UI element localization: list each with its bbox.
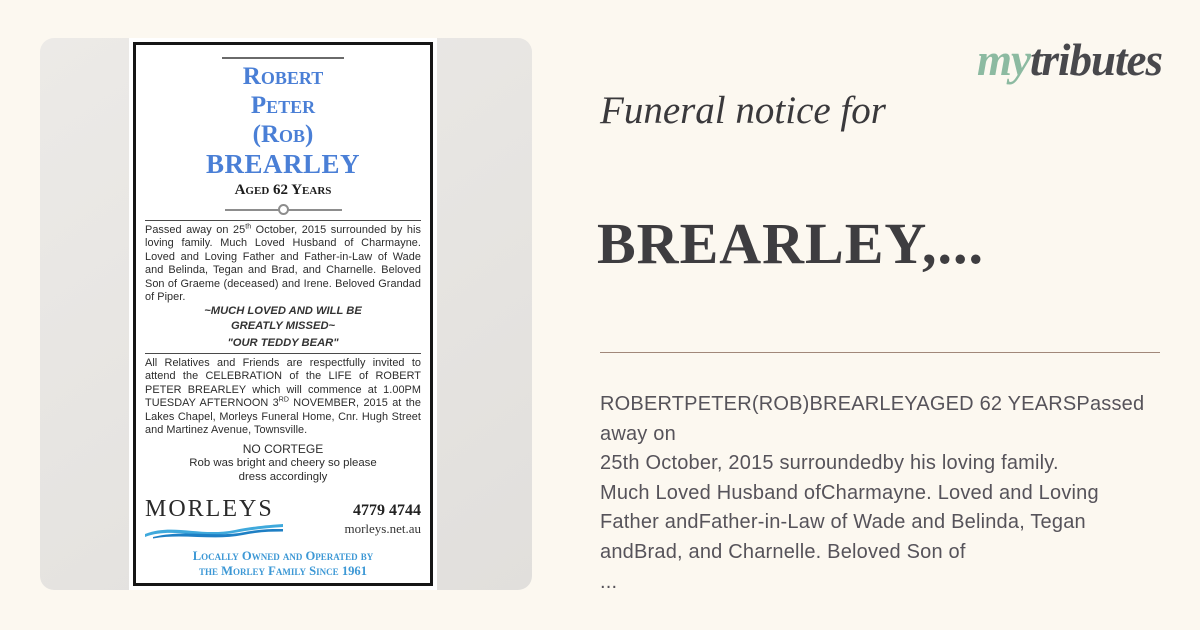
circle-divider-ornament bbox=[145, 204, 421, 215]
logo-my: my bbox=[976, 35, 1030, 85]
horizontal-divider bbox=[600, 352, 1160, 353]
deceased-name-line: Robert bbox=[242, 63, 324, 90]
page-eyebrow: Funeral notice for bbox=[600, 89, 886, 132]
website-text: morleys.net.au bbox=[344, 521, 421, 537]
ordinal-superscript: RD bbox=[278, 396, 289, 404]
deceased-name-line: Peter bbox=[250, 92, 316, 119]
cortege-note: NO CORTEGE bbox=[242, 442, 324, 457]
excerpt-line: ROBERTPETER(ROB)BREARLEYAGED 62 YEARSPassed away on bbox=[600, 393, 1145, 445]
deceased-age: Aged 62 Years bbox=[234, 182, 332, 198]
notice-clipping-image bbox=[129, 38, 437, 590]
page-title: BREARLEY,... bbox=[597, 211, 984, 276]
phone-number: 4779 4744 bbox=[353, 502, 421, 520]
excerpt-line: Father andFather-in-Law of Wade and Belinda, Tegan bbox=[600, 511, 1086, 534]
excerpt-ellipsis: ... bbox=[600, 570, 618, 593]
excerpt-line: andBrad, and Charnelle. Beloved Son of bbox=[600, 540, 966, 563]
service-paragraph bbox=[145, 357, 421, 437]
excerpt-line: 25th October, 2015 surroundedby his loving family. bbox=[600, 452, 1059, 475]
tribute-line: GREATLY MISSED~ bbox=[230, 319, 336, 332]
ornament-line bbox=[225, 209, 279, 211]
funeral-home-tagline bbox=[145, 549, 421, 578]
funeral-home-logo bbox=[145, 498, 283, 544]
notice-excerpt bbox=[600, 390, 1195, 597]
clipping-top-rule bbox=[222, 57, 344, 59]
mytributes-logo bbox=[977, 36, 1162, 84]
tribute-line: "OUR TEDDY BEAR" bbox=[227, 336, 339, 349]
ornament-line bbox=[288, 209, 342, 211]
funeral-home-contact bbox=[344, 498, 421, 537]
wave-swoosh-icon bbox=[145, 521, 283, 539]
dress-note-line: dress accordingly bbox=[238, 471, 328, 484]
notice-clipping-frame bbox=[133, 42, 433, 586]
obituary-text: Passed away on 25 bbox=[145, 224, 246, 236]
tribute-line: ~MUCH LOVED AND WILL BE bbox=[204, 305, 362, 318]
tagline-line: the Morley Family Since 1961 bbox=[198, 563, 368, 578]
excerpt-line: Much Loved Husband ofCharmayne. Loved and Loving bbox=[600, 481, 1099, 504]
service-text: All Relatives and Friends are respectfully invited to attend the CELEBRATION of the LIFE of ROBERT PETER BREARLEY which will commence at 1.00PM TUESDAY AFTERNOON 3 bbox=[145, 357, 421, 410]
obituary-paragraph bbox=[145, 224, 421, 304]
logo-tributes: tributes bbox=[1029, 35, 1162, 85]
obituary-text: October, 2015 surrounded by his loving family. Much Loved Husband of Charmayne. Loved and Loving Father and Father-in-Law of Wade and Belinda, Tegan and Brad, and Charnelle. Beloved Son of Graeme (deceased) and Irene. Beloved Grandad of Piper. bbox=[145, 224, 421, 304]
funeral-home-block bbox=[145, 498, 421, 544]
deceased-surname: BREARLEY bbox=[205, 149, 361, 179]
section-rule bbox=[145, 220, 421, 221]
section-rule bbox=[145, 353, 421, 354]
deceased-name-line: (Rob) bbox=[252, 121, 314, 148]
ordinal-superscript: th bbox=[245, 223, 252, 231]
funeral-home-name: MORLEYS bbox=[145, 496, 274, 523]
dress-note-line: Rob was bright and cheery so please bbox=[189, 457, 377, 470]
tagline-line: Locally Owned and Operated by bbox=[192, 549, 374, 564]
service-text: NOVEMBER, 2015 at the Lakes Chapel, Morleys Funeral Home, Cnr. Hugh Street and Martinez Avenue, Townsville. bbox=[145, 397, 421, 437]
